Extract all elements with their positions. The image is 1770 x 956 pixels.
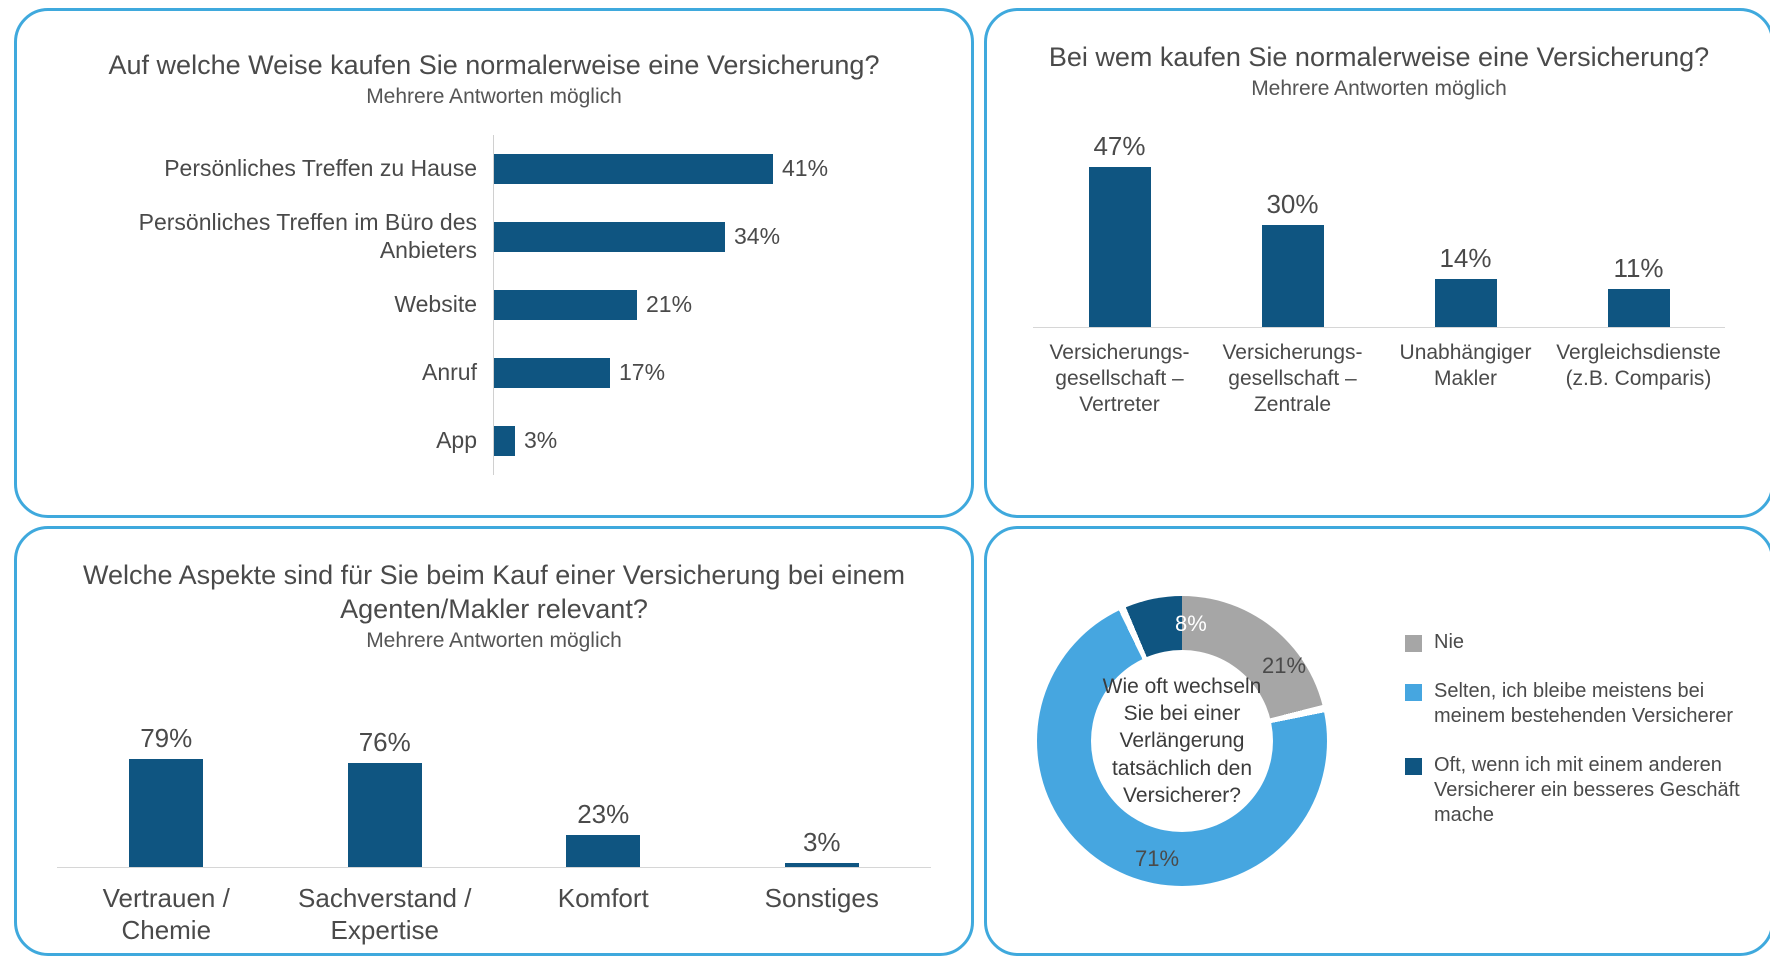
legend-item[interactable]	[1405, 679, 1747, 729]
bar-value-label: 11%	[1613, 252, 1664, 283]
bar-fill	[494, 290, 637, 320]
category-axis	[1033, 327, 1725, 419]
legend-item[interactable]	[1405, 630, 1747, 655]
panel-purchase-channel	[14, 8, 974, 518]
bar-value-label: 21%	[646, 291, 693, 318]
legend-item[interactable]	[1405, 753, 1747, 828]
bar-category-label: Versicherungs-gesellschaft – Zentrale	[1222, 340, 1363, 417]
bar-category-label: Website	[394, 290, 477, 317]
vertical-bar-chart	[57, 667, 931, 867]
bar-fill	[785, 863, 859, 867]
donut-slice-value-oft: 8%	[1175, 611, 1207, 636]
legend-swatch-icon	[1405, 758, 1422, 775]
bar-fill	[348, 763, 422, 867]
panel-purchase-source	[984, 8, 1770, 518]
donut-center	[1037, 596, 1327, 886]
bar-category-label: Versicherungs-gesellschaft – Vertreter	[1049, 340, 1190, 417]
donut-slice-value-nie: 21%	[1262, 653, 1307, 678]
bar-column	[290, 727, 480, 867]
bar-row	[57, 135, 971, 203]
legend-label: Selten, ich bleibe meistens bei meinem bestehenden Versicherer	[1434, 680, 1734, 727]
bar-track	[493, 339, 971, 407]
bar-value-label: 79%	[140, 722, 193, 753]
bar-value-label: 14%	[1439, 242, 1492, 273]
bar-value-label: 47%	[1093, 130, 1146, 161]
panel-purchase-source-subtitle: Mehrere Antworten möglich	[1251, 76, 1507, 100]
bar-value-label: 34%	[734, 223, 781, 250]
bar-category-label: Vertrauen / Chemie	[102, 882, 230, 945]
bar-track	[493, 135, 971, 203]
bar-fill	[1089, 167, 1151, 327]
bar-column	[1206, 189, 1379, 327]
legend-swatch-icon	[1405, 635, 1422, 652]
bar-category-label: Komfort	[557, 882, 649, 913]
panel-relevant-aspects	[14, 526, 974, 956]
bar-fill	[1262, 225, 1324, 327]
bar-category-label: Sachverstand / Expertise	[298, 882, 472, 945]
panel-purchase-source-title: Bei wem kaufen Sie normalerweise eine Versicherung?	[1048, 42, 1710, 72]
bar-fill	[566, 835, 640, 867]
bar-category-label: Unabhängiger Makler	[1399, 340, 1532, 390]
bar-fill	[494, 358, 610, 388]
bar-value-label: 41%	[782, 155, 829, 182]
bar-value-label: 3%	[802, 826, 841, 857]
panel-relevant-aspects-title: Welche Aspekte sind für Sie beim Kauf einer Versicherung bei einem Agenten/Makler relevant?	[83, 560, 905, 624]
bar-row	[57, 407, 971, 475]
bar-track	[493, 407, 971, 475]
bar-column	[1033, 131, 1206, 327]
bar-row	[57, 339, 971, 407]
bar-track	[493, 271, 971, 339]
bar-fill	[129, 759, 203, 867]
horizontal-bar-chart	[17, 135, 971, 475]
vertical-bar-chart	[1033, 107, 1725, 327]
bar-column	[1379, 243, 1552, 327]
donut-chart	[1017, 591, 1387, 891]
bar-value-label: 3%	[524, 427, 558, 454]
bar-column	[727, 827, 917, 867]
bar-column	[1552, 253, 1725, 327]
panel-purchase-channel-subtitle: Mehrere Antworten möglich	[366, 84, 622, 108]
bar-value-label: 23%	[577, 798, 630, 829]
donut-chart-wrap	[987, 529, 1770, 953]
bar-category-label: Anruf	[422, 358, 477, 385]
bar-value-label: 17%	[619, 359, 666, 386]
bar-fill	[494, 154, 773, 184]
bar-fill	[1435, 279, 1497, 327]
bar-category-label: Persönliches Treffen im Büro des Anbieters	[138, 209, 477, 263]
bar-column	[71, 723, 261, 867]
bar-value-label: 76%	[358, 726, 411, 757]
panel-purchase-channel-title: Auf welche Weise kaufen Sie normalerweise eine Versicherung?	[108, 50, 880, 80]
bar-fill	[1608, 289, 1670, 327]
bar-category-label: Sonstiges	[764, 882, 879, 913]
bar-value-label: 30%	[1266, 188, 1319, 219]
legend-label: Oft, wenn ich mit einem anderen Versicherer ein besseres Geschäft mache	[1434, 754, 1740, 826]
panel-relevant-aspects-subtitle: Mehrere Antworten möglich	[366, 628, 622, 652]
panel-switching-frequency	[984, 526, 1770, 956]
legend-swatch-icon	[1405, 684, 1422, 701]
bar-category-label: Persönliches Treffen zu Hause	[164, 154, 477, 181]
bar-category-label: Vergleichsdienste (z.B. Comparis)	[1556, 340, 1721, 390]
bar-fill	[494, 222, 725, 252]
donut-slice-value-selten: 71%	[1135, 846, 1180, 871]
bar-row	[57, 203, 971, 271]
bar-track	[493, 203, 971, 271]
category-axis	[57, 867, 931, 947]
legend-label: Nie	[1434, 631, 1465, 653]
donut-legend	[1387, 630, 1747, 852]
bar-category-label: App	[436, 426, 477, 453]
donut-center-label: Wie oft wechseln Sie bei einer Verlängerung tatsächlich den Versicherer?	[1091, 650, 1273, 832]
bar-column	[508, 799, 698, 867]
bar-row	[57, 271, 971, 339]
bar-fill	[494, 426, 515, 456]
